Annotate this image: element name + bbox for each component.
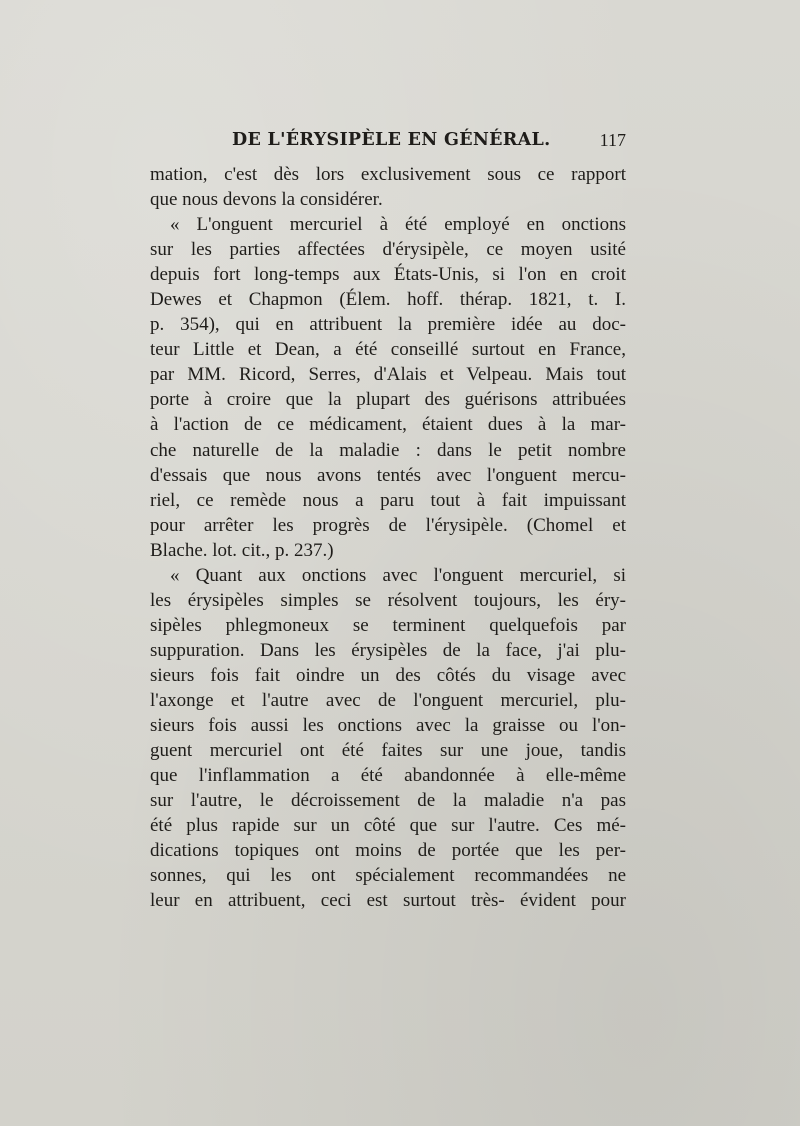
text-line: Blache. lot. cit., p. 237.) (150, 539, 334, 561)
text-line: sur l'autre, le décroissement de la maladie n'a pas (150, 790, 626, 812)
text-line: riel, ce remède nous a paru tout à fait impuissant (150, 489, 626, 511)
text-line: sieurs fois fait oindre un des côtés du visage avec (150, 664, 626, 686)
text-line: l'axonge et l'autre avec de l'onguent mercuriel, plu- (150, 689, 626, 711)
text-line: « Quant aux onctions avec l'onguent mercuriel, si (170, 564, 626, 586)
running-title: DE L'ÉRYSIPÈLE EN GÉNÉRAL. (232, 130, 551, 150)
text-line: sonnes, qui les ont spécialement recommandées ne (150, 865, 626, 887)
text-line: porte à croire que la plupart des guérisons attribuées (150, 389, 626, 411)
text-line: les érysipèles simples se résolvent toujours, les éry- (150, 589, 626, 611)
text-line: que l'inflammation a été abandonnée à elle-même (150, 765, 626, 787)
text-line: guent mercuriel ont été faites sur une joue, tandis (150, 740, 626, 762)
page-number: 117 (599, 130, 626, 150)
text-line: d'essais que nous avons tentés avec l'onguent mercu- (150, 464, 626, 486)
text-line: sipèles phlegmoneux se terminent quelquefois par (150, 614, 626, 636)
text-line: par MM. Ricord, Serres, d'Alais et Velpeau. Mais tout (150, 364, 626, 386)
text-line: leur en attribuent, ceci est surtout très- évident pour (150, 890, 626, 912)
text-line: Dewes et Chapmon (Élem. hoff. thérap. 1821, t. I. (150, 289, 626, 311)
text-line: sieurs fois aussi les onctions avec la graisse ou l'on- (150, 715, 626, 737)
text-line: mation, c'est dès lors exclusivement sous ce rapport (150, 164, 626, 185)
text-line: suppuration. Dans les érysipèles de la face, j'ai plu- (150, 639, 626, 661)
text-line: été plus rapide sur un côté que sur l'autre. Ces mé- (150, 815, 626, 837)
text-line: depuis fort long-temps aux États-Unis, si l'on en croit (150, 264, 626, 286)
text-line: dications topiques ont moins de portée que les per- (150, 840, 626, 862)
text-line: « L'onguent mercuriel à été employé en onctions (170, 214, 626, 236)
text-line: p. 354), qui en attribuent la première idée au doc- (150, 314, 626, 336)
text-line: che naturelle de la maladie : dans le petit nombre (150, 439, 626, 461)
text-line: à l'action de ce médicament, étaient dues à la mar- (150, 414, 626, 436)
text-line: sur les parties affectées d'érysipèle, ce moyen usité (150, 239, 626, 261)
text-line: que nous devons la considérer. (150, 189, 383, 211)
text-line: teur Little et Dean, a été conseillé surtout en France, (150, 339, 626, 361)
text-line: pour arrêter les progrès de l'érysipèle. (Chomel et (150, 514, 626, 536)
body-text (150, 162, 626, 913)
page-header (150, 126, 626, 160)
